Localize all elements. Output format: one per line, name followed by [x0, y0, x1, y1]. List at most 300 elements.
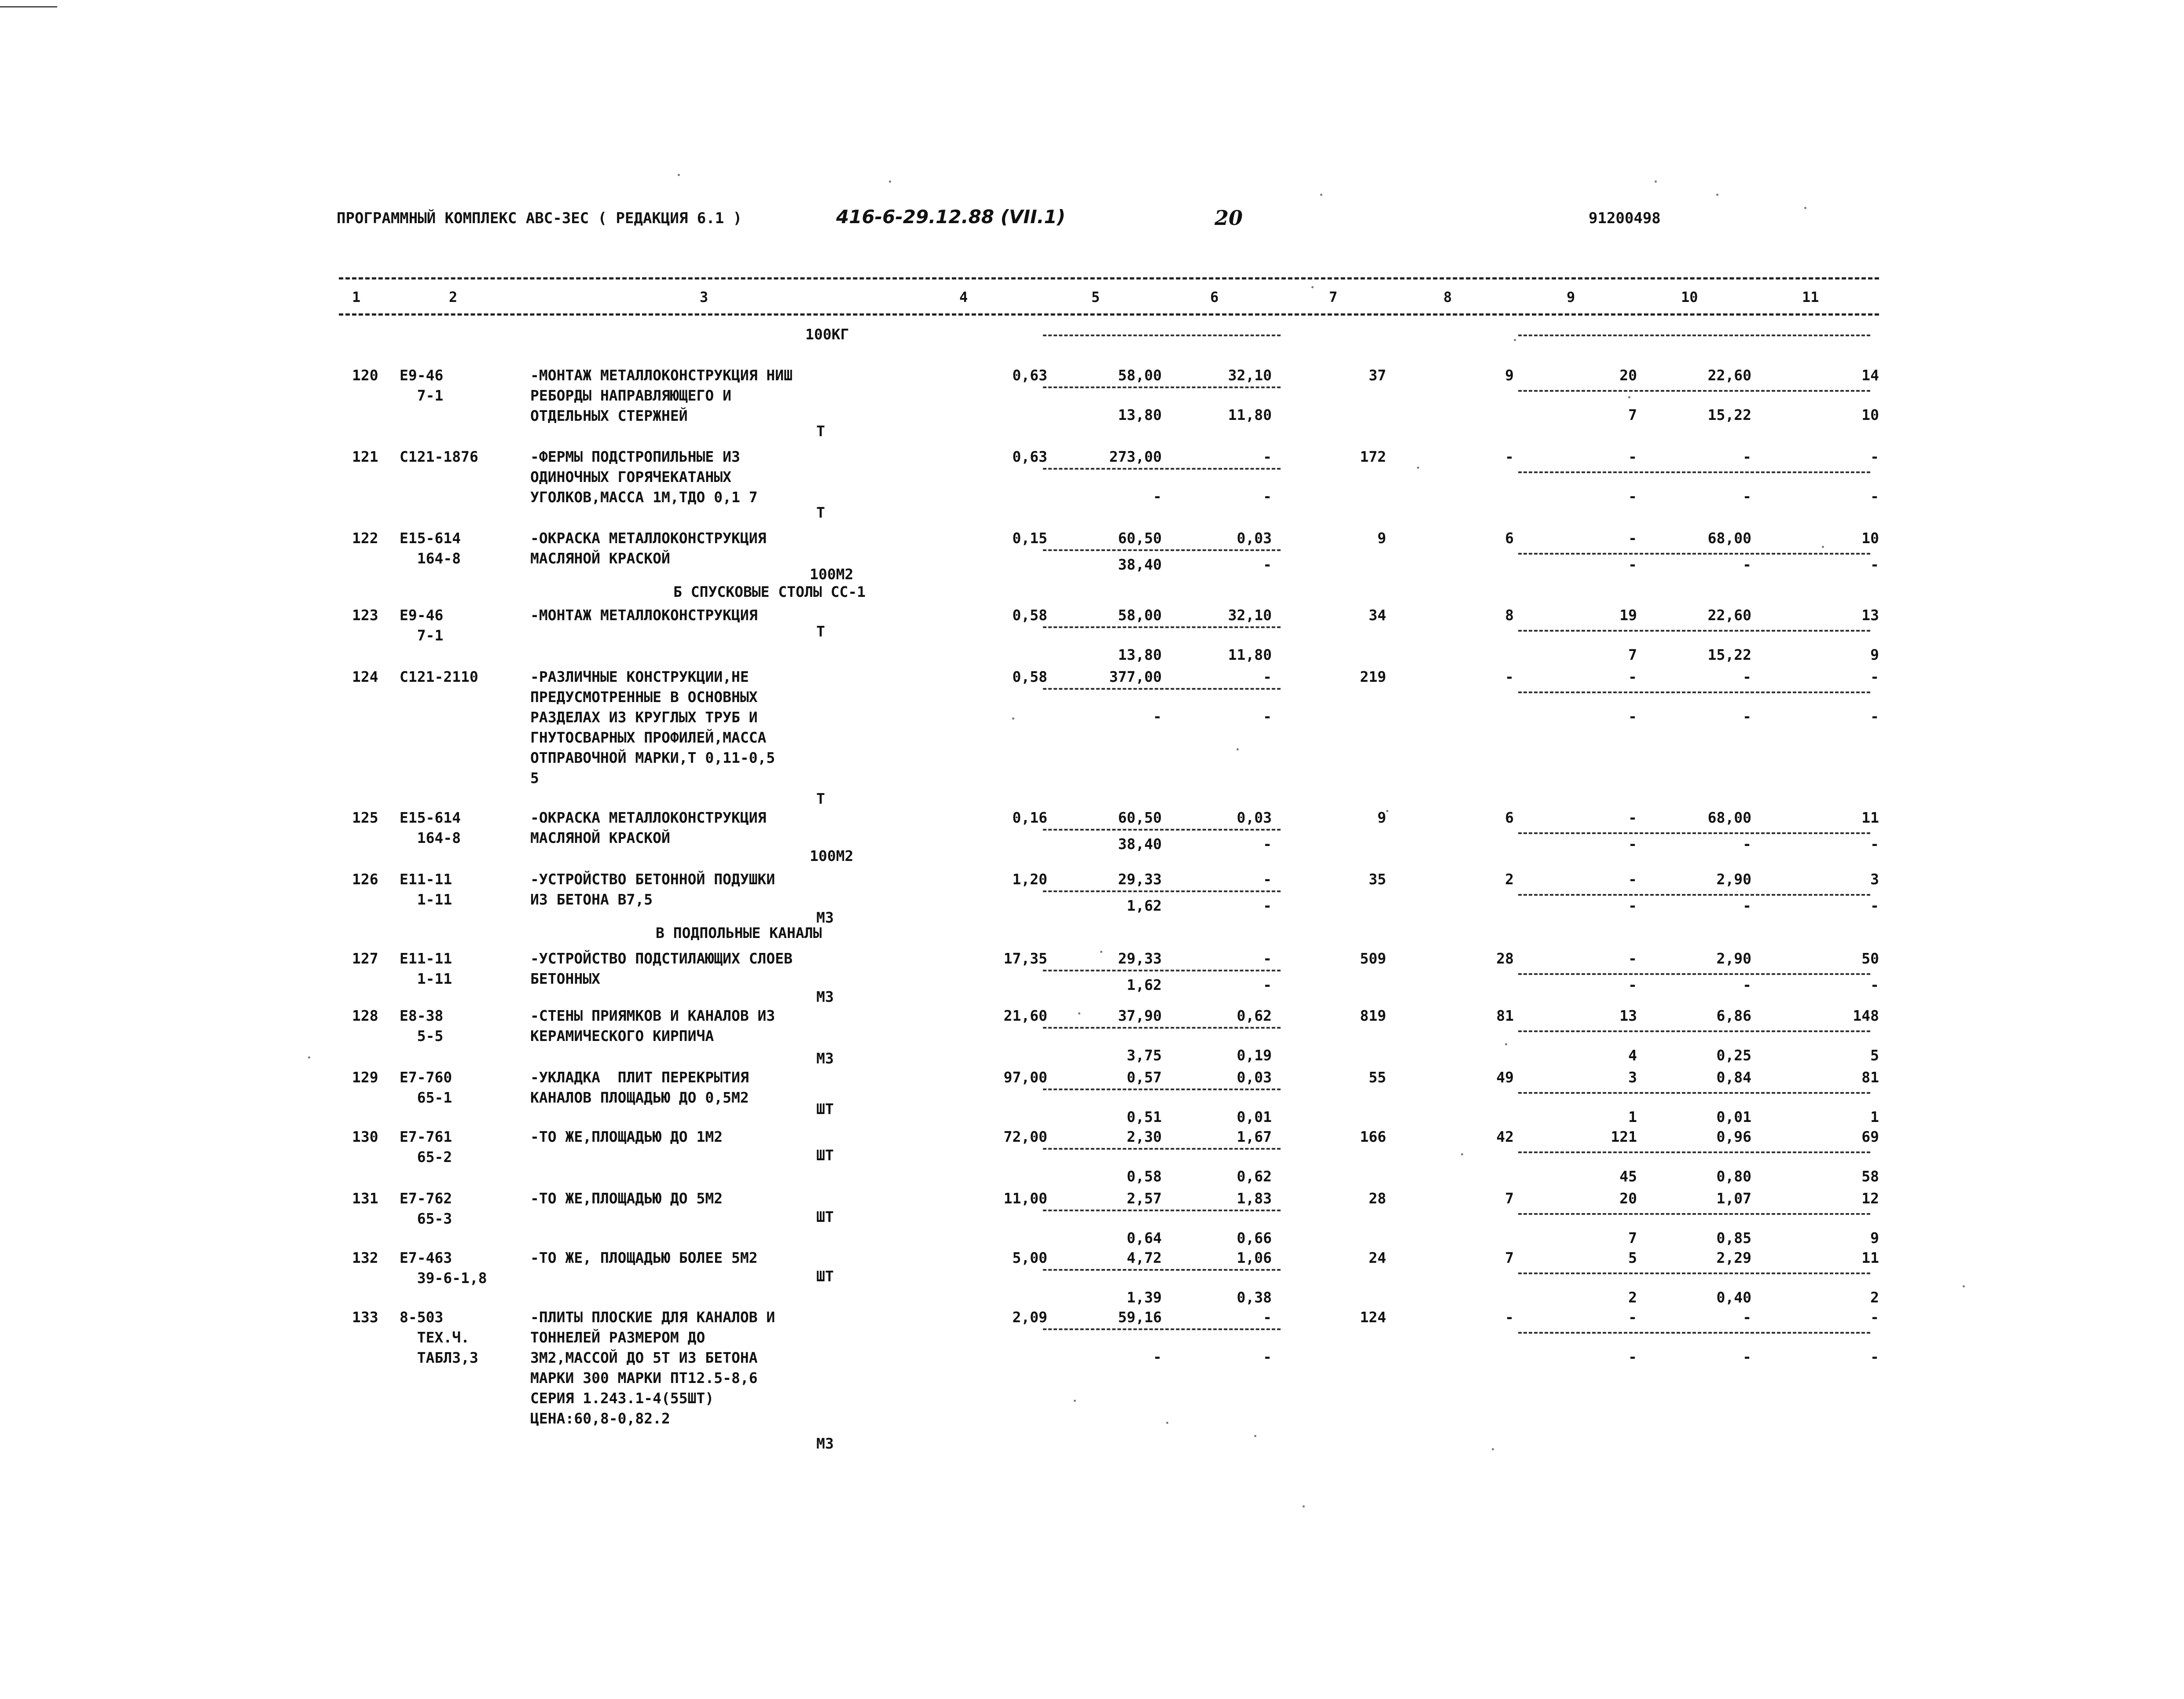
scan-speck [1963, 1285, 1965, 1287]
row-number: 125 [352, 809, 378, 826]
colnum-3: 3 [700, 289, 708, 305]
col6-value-a: - [1263, 668, 1272, 685]
scan-speck [1417, 467, 1419, 469]
col4-quantity: 5,00 [1012, 1249, 1047, 1266]
col11-value-a: - [1870, 668, 1879, 685]
scan-speck [1655, 180, 1657, 183]
row-divider-left [1043, 890, 1281, 892]
col6-value-b: 0,62 [1237, 1168, 1272, 1185]
col10-value-a: 0,84 [1716, 1069, 1751, 1086]
col10-value-b: - [1743, 556, 1751, 573]
row-description: -СТЕНЫ ПРИЯМКОВ И КАНАЛОВ ИЗ КЕРАМИЧЕСКОГО КИРПИЧА [530, 1007, 775, 1044]
scan-speck [1012, 717, 1014, 720]
col10-value-a: - [1743, 448, 1751, 465]
col6-value-a: 1,06 [1237, 1249, 1272, 1266]
col4-quantity: 21,60 [1003, 1007, 1047, 1024]
col4-quantity: 0,16 [1012, 809, 1047, 826]
col5-value-a: 37,90 [1118, 1007, 1162, 1024]
row-divider-left [1043, 1148, 1281, 1150]
row-unit: ШТ [816, 1100, 834, 1118]
col5-value-b: 38,40 [1118, 556, 1162, 573]
col8-value: 42 [1496, 1128, 1514, 1145]
col11-value-a: 50 [1861, 950, 1879, 967]
row-divider-left [1043, 386, 1281, 388]
col5-value-b: 0,64 [1127, 1229, 1162, 1247]
row-description: -ФЕРМЫ ПОДСТРОПИЛЬНЫЕ ИЗ ОДИНОЧНЫХ ГОРЯЧЕКАТАНЫХ УГОЛКОВ,МАССА 1М,ТДО 0,1 7 [530, 448, 758, 506]
row-description: -МОНТАЖ МЕТАЛЛОКОНСТРУКЦИЯ НИШ РЕБОРДЫ НАПРАВЛЯЮЩЕГО И ОТДЕЛЬНЫХ СТЕРЖНЕЙ [530, 367, 793, 424]
col6-value-a: - [1263, 871, 1272, 888]
col9-value-b: - [1628, 897, 1637, 914]
row-number: 122 [352, 530, 378, 547]
col11-value-a: 12 [1861, 1190, 1879, 1207]
col11-value-a: 14 [1861, 367, 1879, 384]
col8-value: 6 [1505, 530, 1514, 547]
scan-speck [1237, 748, 1239, 750]
col9-value-b: 45 [1619, 1168, 1637, 1185]
row-divider-left [1043, 1328, 1281, 1330]
row-description: -ОКРАСКА МЕТАЛЛОКОНСТРУКЦИЯ МАСЛЯНОЙ КРАСКОЙ [530, 809, 767, 846]
col11-value-a: 11 [1861, 809, 1879, 826]
col9-value-b: - [1628, 488, 1637, 505]
col8-value: 8 [1505, 607, 1514, 624]
program-title: ПРОГРАММНЫЙ КОМПЛЕКС АВС-3ЕС ( РЕДАКЦИЯ 6.1 ) [337, 210, 742, 227]
col10-value-a: 6,86 [1716, 1007, 1751, 1024]
row-number: 131 [352, 1190, 378, 1207]
col10-value-b: - [1743, 488, 1751, 505]
row-unit: 100М2 [810, 566, 854, 583]
col5-value-a: 377,00 [1109, 668, 1162, 685]
col10-value-b: - [1743, 835, 1751, 853]
col9-value-a: 20 [1619, 367, 1637, 384]
col9-value-a: - [1628, 448, 1637, 465]
col7-value: 35 [1369, 871, 1386, 888]
col10-value-a: 0,96 [1716, 1128, 1751, 1145]
row-unit: Т [816, 790, 825, 807]
row-unit: М3 [816, 1050, 834, 1067]
row-divider-right [1518, 1092, 1870, 1094]
col5-value-b: - [1153, 488, 1162, 505]
row-code: Е7-463 39-6-1,8 [400, 1249, 487, 1287]
row-number: 124 [352, 668, 378, 685]
col9-value-a: - [1628, 530, 1637, 547]
scan-speck [1386, 810, 1388, 812]
col8-value: 9 [1505, 367, 1514, 384]
col9-value-b: - [1628, 976, 1637, 993]
col6-value-b: 0,38 [1237, 1289, 1272, 1306]
col10-value-a: - [1743, 668, 1751, 685]
row-code: Е7-760 65-1 [400, 1069, 452, 1106]
colnum-5: 5 [1091, 289, 1100, 305]
scan-speck [1074, 1400, 1076, 1402]
row-divider-left [1043, 549, 1281, 551]
col10-value-b: - [1743, 708, 1751, 725]
col9-value-b: 7 [1628, 646, 1637, 663]
col8-value: 6 [1505, 809, 1514, 826]
colnum-10: 10 [1681, 289, 1698, 305]
col10-value-a: 1,07 [1716, 1190, 1751, 1207]
row-description: -УСТРОЙСТВО БЕТОННОЙ ПОДУШКИ ИЗ БЕТОНА В7,5 [530, 871, 775, 908]
col9-value-b: - [1628, 835, 1637, 853]
col4-quantity: 97,00 [1003, 1069, 1047, 1086]
scan-speck [1514, 339, 1516, 341]
col10-value-b: 0,25 [1716, 1047, 1751, 1064]
col10-value-b: - [1743, 1348, 1751, 1365]
col6-value-a: - [1263, 950, 1272, 967]
col6-value-a: 0,03 [1237, 1069, 1272, 1086]
row-divider-left [1043, 1089, 1281, 1090]
scan-speck [678, 174, 680, 176]
col4-quantity: 0,58 [1012, 607, 1047, 624]
col9-value-a: - [1628, 668, 1637, 685]
col6-value-a: 32,10 [1228, 607, 1272, 624]
column-number-row [0, 289, 2184, 306]
row-code: С121-2110 [400, 668, 478, 685]
col10-value-b: 0,40 [1716, 1289, 1751, 1306]
col11-value-b: 1 [1870, 1108, 1879, 1125]
col10-value-b: - [1743, 897, 1751, 914]
col9-value-b: - [1628, 556, 1637, 573]
colnum-4: 4 [959, 289, 968, 305]
col9-value-b: - [1628, 708, 1637, 725]
row-code: Е8-38 5-5 [400, 1007, 444, 1044]
col11-value-b: - [1870, 835, 1879, 853]
col11-value-b: 9 [1870, 646, 1879, 663]
colnum-8: 8 [1443, 289, 1452, 305]
row-unit: ШТ [816, 1208, 834, 1225]
row-code: Е7-761 65-2 [400, 1128, 452, 1166]
col8-value: - [1505, 448, 1514, 465]
col5-value-b: 0,58 [1127, 1168, 1162, 1185]
row-unit: ШТ [816, 1147, 834, 1164]
col7-value: 124 [1360, 1309, 1386, 1326]
col11-value-a: - [1870, 1309, 1879, 1326]
row-number: 121 [352, 448, 378, 465]
col5-value-b: 0,51 [1127, 1108, 1162, 1125]
col8-value: 28 [1496, 950, 1514, 967]
row-divider-right [1518, 471, 1870, 473]
col5-value-b: 1,62 [1127, 976, 1162, 993]
row-code: 8-503 ТЕХ.Ч. ТАБЛ3,3 [400, 1309, 478, 1366]
scan-speck [1166, 1422, 1168, 1424]
page-number: 20 [1215, 206, 1243, 230]
row-divider-right [1518, 691, 1870, 693]
col5-value-a: 0,57 [1127, 1069, 1162, 1086]
col11-value-a: 3 [1870, 871, 1879, 888]
col9-value-a: 19 [1619, 607, 1637, 624]
document-code: 91200498 [1589, 210, 1661, 227]
col7-value: 28 [1369, 1190, 1386, 1207]
col10-value-a: 22,60 [1707, 607, 1751, 624]
col8-value: - [1505, 1309, 1514, 1326]
col7-value: 166 [1360, 1128, 1386, 1145]
col4-quantity: 17,35 [1003, 950, 1047, 967]
col5-value-a: 59,16 [1118, 1309, 1162, 1326]
row-description: -ТО ЖЕ, ПЛОЩАДЬЮ БОЛЕЕ 5М2 [530, 1249, 758, 1266]
table-header-rule [339, 313, 1879, 316]
row-divider-right [1518, 1272, 1870, 1274]
col10-value-a: 22,60 [1707, 367, 1751, 384]
row-code: Е15-614 164-8 [400, 809, 461, 846]
col7-value: 172 [1360, 448, 1386, 465]
row-code: С121-1876 [400, 448, 478, 465]
row-description: -ТО ЖЕ,ПЛОЩАДЬЮ ДО 1М2 [530, 1128, 723, 1145]
row-number: 127 [352, 950, 378, 967]
col11-value-a: 13 [1861, 607, 1879, 624]
col9-value-a: - [1628, 871, 1637, 888]
col11-value-b: 2 [1870, 1289, 1879, 1306]
row-number: 123 [352, 607, 378, 624]
row-number: 128 [352, 1007, 378, 1024]
row-description: -ПЛИТЫ ПЛОСКИЕ ДЛЯ КАНАЛОВ И ТОННЕЛЕЙ РАЗМЕРОМ ДО 3М2,МАССОЙ ДО 5Т ИЗ БЕТОНА МАРКИ 300 МАРКИ ПТ12.5-8,6 СЕРИЯ 1.243.1-4(55ШТ) ЦЕНА:60,8-0,82.2 [530, 1309, 775, 1427]
row-number: 120 [352, 367, 378, 384]
col7-value: 24 [1369, 1249, 1386, 1266]
col5-value-b: 1,39 [1127, 1289, 1162, 1306]
col7-value: 9 [1377, 809, 1386, 826]
row-code: Е9-46 7-1 [400, 607, 444, 644]
col9-value-a: - [1628, 1309, 1637, 1326]
colnum-6: 6 [1210, 289, 1219, 305]
colnum-2: 2 [449, 289, 458, 305]
section-title-b: Б СПУСКОВЫЕ СТОЛЫ СС-1 [673, 583, 866, 600]
col10-value-a: 2,90 [1716, 950, 1751, 967]
col5-value-a: 29,33 [1118, 871, 1162, 888]
row-divider-left [1043, 1210, 1281, 1211]
scan-speck [1303, 1505, 1305, 1508]
col4-quantity: 0,15 [1012, 530, 1047, 547]
col6-value-b: - [1263, 976, 1272, 993]
row-unit: Т [816, 423, 825, 440]
scan-speck [1492, 1448, 1494, 1450]
col5-value-a: 4,72 [1127, 1249, 1162, 1266]
col10-value-b: 15,22 [1707, 646, 1751, 663]
col11-value-a: - [1870, 448, 1879, 465]
col5-value-b: 38,40 [1118, 835, 1162, 853]
col4-quantity: 0,58 [1012, 668, 1047, 685]
col7-value: 34 [1369, 607, 1386, 624]
row-unit: М3 [816, 909, 834, 926]
row-divider-left [1043, 688, 1281, 690]
col11-value-b: - [1870, 1348, 1879, 1365]
colnum-11: 11 [1802, 289, 1819, 305]
col8-value: 49 [1496, 1069, 1514, 1086]
col5-value-a: 2,57 [1127, 1190, 1162, 1207]
row-code: Е7-762 65-3 [400, 1190, 452, 1227]
col10-value-a: - [1743, 1309, 1751, 1326]
col11-value-b: - [1870, 976, 1879, 993]
col11-value-b: - [1870, 708, 1879, 725]
scan-speck [308, 1056, 310, 1059]
row-unit: 100М2 [810, 847, 854, 864]
col9-value-b: 2 [1628, 1289, 1637, 1306]
row-number: 132 [352, 1249, 378, 1266]
col6-value-b: 11,80 [1228, 646, 1272, 663]
col5-value-a: 58,00 [1118, 607, 1162, 624]
col4-quantity: 0,63 [1012, 367, 1047, 384]
col6-value-a: 0,03 [1237, 809, 1272, 826]
row-divider-left [1043, 1269, 1281, 1271]
col8-value: 2 [1505, 871, 1514, 888]
col5-value-a: 273,00 [1109, 448, 1162, 465]
row-description: -УКЛАДКА ПЛИТ ПЕРЕКРЫТИЯ КАНАЛОВ ПЛОЩАДЬЮ ДО 0,5М2 [530, 1069, 749, 1106]
scan-speck [1461, 1153, 1463, 1155]
row-unit: М3 [816, 988, 834, 1005]
col6-value-b: - [1263, 897, 1272, 914]
scan-speck [1822, 546, 1824, 548]
col11-value-b: 58 [1861, 1168, 1879, 1185]
row-code: Е11-11 1-11 [400, 871, 452, 908]
col9-value-a: 121 [1611, 1128, 1637, 1145]
col9-value-a: - [1628, 950, 1637, 967]
col10-value-a: 68,00 [1707, 530, 1751, 547]
col10-value-a: 2,29 [1716, 1249, 1751, 1266]
col6-value-a: 1,83 [1237, 1190, 1272, 1207]
row-divider-left [1043, 829, 1281, 831]
top-dash-left [1043, 335, 1281, 336]
col5-value-b: 13,80 [1118, 406, 1162, 423]
table-top-rule [339, 277, 1879, 279]
row-code: Е11-11 1-11 [400, 950, 452, 987]
colnum-7: 7 [1329, 289, 1338, 305]
col6-value-a: - [1263, 448, 1272, 465]
col11-value-b: 5 [1870, 1047, 1879, 1064]
scan-speck [1505, 1043, 1507, 1045]
col9-value-b: - [1628, 1348, 1637, 1365]
col9-value-b: 4 [1628, 1047, 1637, 1064]
scan-speck [1804, 207, 1806, 209]
col10-value-a: 2,90 [1716, 871, 1751, 888]
row-divider-right [1518, 630, 1870, 632]
row-divider-left [1043, 970, 1281, 971]
row-divider-left [1043, 1027, 1281, 1029]
row-divider-left [1043, 626, 1281, 628]
col6-value-b: 11,80 [1228, 406, 1272, 423]
scan-speck [1311, 286, 1314, 288]
col9-value-b: 7 [1628, 406, 1637, 423]
row-description: -УСТРОЙСТВО ПОДСТИЛАЮЩИХ СЛОЕВ БЕТОННЫХ [530, 950, 793, 987]
col6-value-a: - [1263, 1309, 1272, 1326]
col6-value-a: 0,62 [1237, 1007, 1272, 1024]
col4-quantity: 2,09 [1012, 1309, 1047, 1326]
col6-value-b: - [1263, 708, 1272, 725]
col6-value-b: - [1263, 488, 1272, 505]
col11-value-b: - [1870, 897, 1879, 914]
scan-corner-mark [0, 6, 57, 7]
scan-speck [1078, 1012, 1080, 1015]
col7-value: 55 [1369, 1069, 1386, 1086]
row-description: -МОНТАЖ МЕТАЛЛОКОНСТРУКЦИЯ [530, 607, 758, 624]
row-number: 130 [352, 1128, 378, 1145]
row-divider-right [1518, 1030, 1870, 1032]
col9-value-a: - [1628, 809, 1637, 826]
col5-value-a: 60,50 [1118, 809, 1162, 826]
col9-value-a: 5 [1628, 1249, 1637, 1266]
col8-value: 7 [1505, 1249, 1514, 1266]
scan-speck [1254, 1435, 1256, 1437]
col6-value-b: - [1263, 1348, 1272, 1365]
row-unit: М3 [816, 1435, 834, 1452]
col10-value-b: 0,01 [1716, 1108, 1751, 1125]
col10-value-b: - [1743, 976, 1751, 993]
col11-value-b: - [1870, 488, 1879, 505]
handwritten-reference: 416-6-29.12.88 (VII.1) [836, 206, 1065, 228]
col11-value-a: 148 [1853, 1007, 1879, 1024]
col4-quantity: 1,20 [1012, 871, 1047, 888]
col6-value-b: 0,19 [1237, 1047, 1272, 1064]
row-unit: Т [816, 504, 825, 521]
row-unit: Т [816, 623, 825, 640]
col8-value: 7 [1505, 1190, 1514, 1207]
top-unit: 100КГ [805, 326, 849, 343]
col11-value-a: 11 [1861, 1249, 1879, 1266]
col10-value-b: 0,80 [1716, 1168, 1751, 1185]
row-divider-right [1518, 390, 1870, 392]
col11-value-b: 10 [1861, 406, 1879, 423]
colnum-1: 1 [352, 289, 361, 305]
scan-speck [1716, 194, 1718, 196]
row-description: -ТО ЖЕ,ПЛОЩАДЬЮ ДО 5М2 [530, 1190, 723, 1207]
section-title-v: В ПОДПОЛЬНЫЕ КАНАЛЫ [656, 924, 822, 941]
col6-value-b: 0,01 [1237, 1108, 1272, 1125]
top-dash-right [1518, 335, 1870, 336]
row-number: 133 [352, 1309, 378, 1326]
col6-value-b: - [1263, 835, 1272, 853]
row-code: Е15-614 164-8 [400, 530, 461, 567]
col11-value-b: 9 [1870, 1229, 1879, 1247]
scan-speck [1628, 396, 1630, 398]
col6-value-a: 32,10 [1228, 367, 1272, 384]
col7-value: 9 [1377, 530, 1386, 547]
col6-value-b: 0,66 [1237, 1229, 1272, 1247]
row-number: 129 [352, 1069, 378, 1086]
col10-value-b: 15,22 [1707, 406, 1751, 423]
col6-value-a: 0,03 [1237, 530, 1272, 547]
col4-quantity: 0,63 [1012, 448, 1047, 465]
row-unit: ШТ [816, 1268, 834, 1285]
col9-value-a: 20 [1619, 1190, 1637, 1207]
row-number: 126 [352, 871, 378, 888]
row-divider-right [1518, 1332, 1870, 1334]
col5-value-b: 3,75 [1127, 1047, 1162, 1064]
row-description: -ОКРАСКА МЕТАЛЛОКОНСТРУКЦИЯ МАСЛЯНОЙ КРАСКОЙ [530, 530, 767, 567]
col9-value-a: 13 [1619, 1007, 1637, 1024]
col6-value-a: 1,67 [1237, 1128, 1272, 1145]
col11-value-a: 81 [1861, 1069, 1879, 1086]
col5-value-b: - [1153, 1348, 1162, 1365]
col5-value-b: 13,80 [1118, 646, 1162, 663]
scan-speck [1320, 194, 1322, 196]
row-divider-right [1518, 1213, 1870, 1215]
col11-value-a: 10 [1861, 530, 1879, 547]
row-code: Е9-46 7-1 [400, 367, 444, 404]
col9-value-b: 1 [1628, 1108, 1637, 1125]
col4-quantity: 72,00 [1003, 1128, 1047, 1145]
col11-value-b: - [1870, 556, 1879, 573]
row-divider-left [1043, 468, 1281, 470]
col5-value-a: 2,30 [1127, 1128, 1162, 1145]
col10-value-a: 68,00 [1707, 809, 1751, 826]
row-description: -РАЗЛИЧНЫЕ КОНСТРУКЦИИ,НЕ ПРЕДУСМОТРЕННЫЕ В ОСНОВНЫХ РАЗДЕЛАХ ИЗ КРУГЛЫХ ТРУБ И ГНУТОСВАРНЫХ ПРОФИЛЕЙ,МАССА ОТПРАВОЧНОЙ МАРКИ,Т 0,11-0,5 5 [530, 668, 775, 787]
col5-value-a: 29,33 [1118, 950, 1162, 967]
scan-speck [889, 180, 891, 183]
col8-value: 81 [1496, 1007, 1514, 1024]
col7-value: 37 [1369, 367, 1386, 384]
col5-value-a: 60,50 [1118, 530, 1162, 547]
row-divider-right [1518, 1151, 1870, 1153]
col7-value: 819 [1360, 1007, 1386, 1024]
col5-value-a: 58,00 [1118, 367, 1162, 384]
col11-value-a: 69 [1861, 1128, 1879, 1145]
colnum-9: 9 [1567, 289, 1575, 305]
